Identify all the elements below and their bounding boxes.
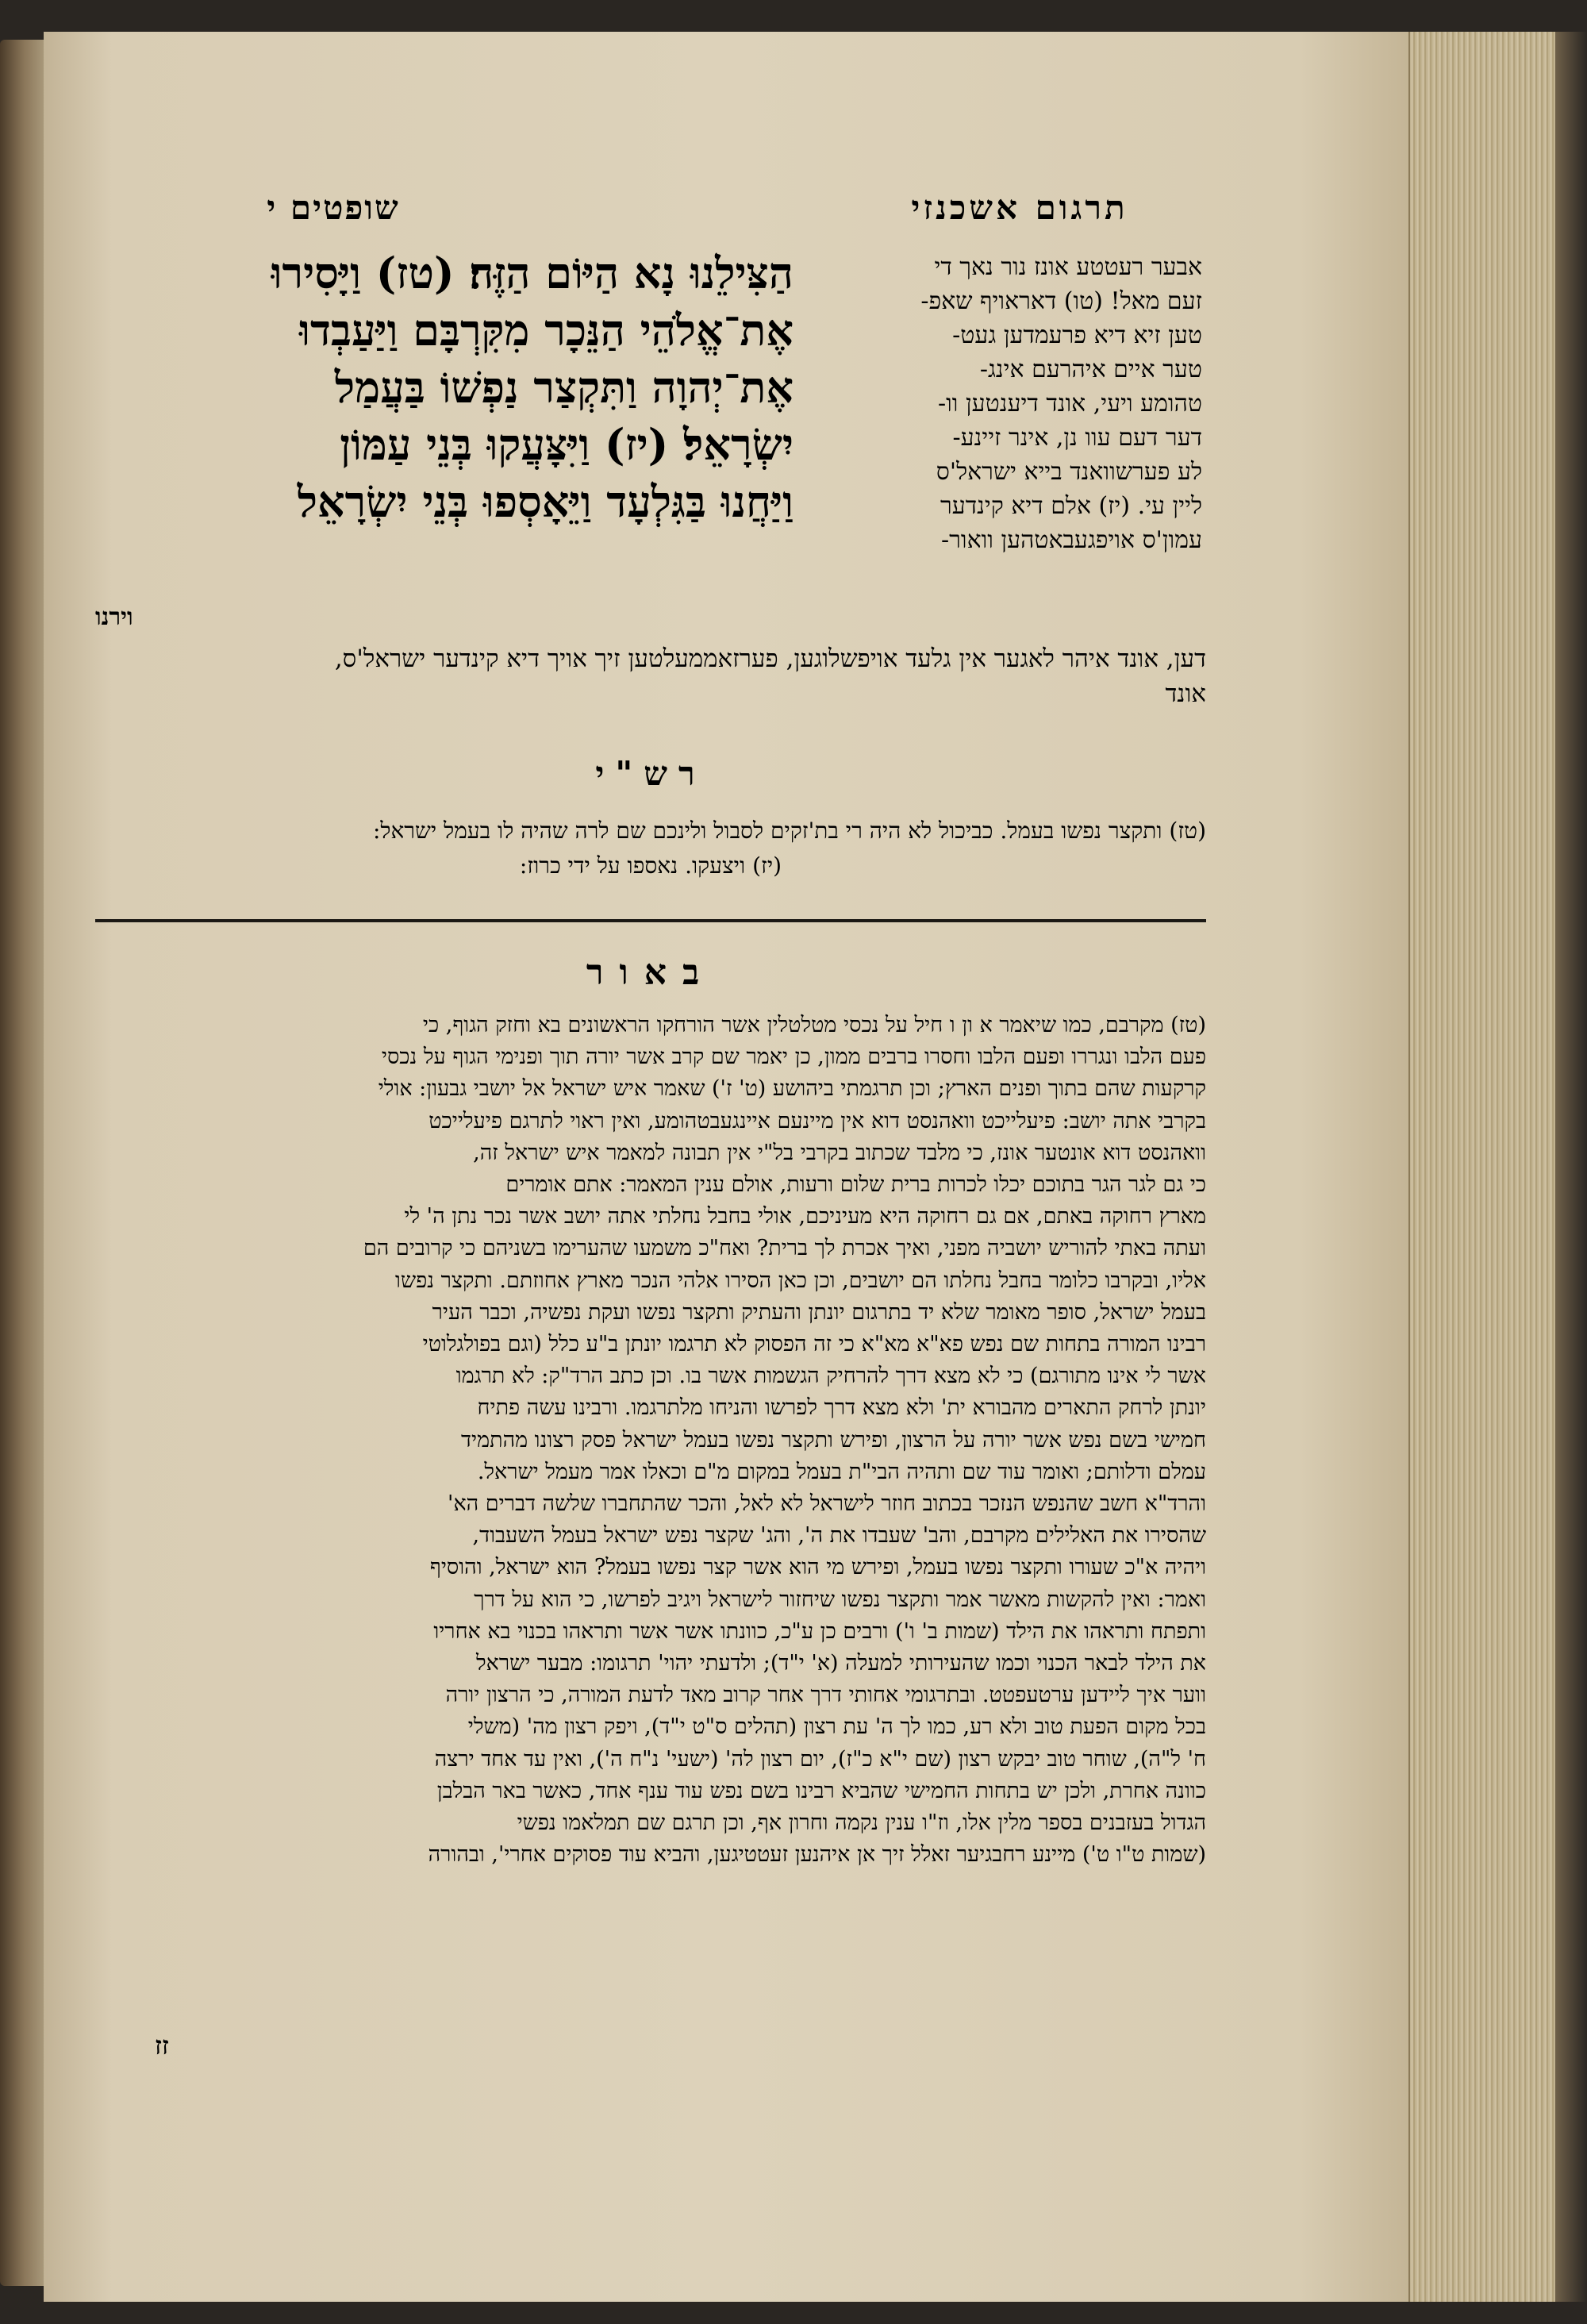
biur-commentary bbox=[95, 1010, 1206, 1871]
biur-line: (טז) מקרבם, כמו שיאמר א ון ו חיל על נכסי מטלטלין אשר הורחקו הראשונים בא וחזק הגוף, כי bbox=[422, 1013, 1206, 1037]
biur-line: פעם הלבו ונגררו ופעם הלבו וחסרו ברבים ממון, כן יאמר שם קרב אשר יורה תוך ופנימי הגוף על נכסי bbox=[381, 1045, 1206, 1070]
page-stack-edge bbox=[1408, 32, 1573, 2302]
rashi-line: (טז) ותקצר נפשו בעמל. כביכול לא היה רי בת'זקים לסבול ולינכם שם לרה שהיה לו בעמל ישראל: bbox=[372, 818, 1206, 844]
continuation-line: דען, אונד איהר לאגער אין גלעד אויפשלוגען, פערזאממעלטען זיך אויך דיא קינדער ישראל'ס, bbox=[334, 644, 1206, 673]
section-divider bbox=[95, 919, 1206, 922]
biur-line: ועתה באתי להוריש יושביה מפני, ואיך אכרת לך ברית? ואח"כ משמעו שהערימו בשניהם כי קרובים הם bbox=[363, 1236, 1206, 1261]
biur-line: חמישי בשם נפש אשר יורה על הרצון, ופירש ותקצר נפשו בעמל ישראל פסק רצונו מהתמיד bbox=[461, 1427, 1206, 1452]
targum-line: טער איים איהרעם אינג- bbox=[979, 356, 1202, 383]
rashi-commentary bbox=[95, 814, 1206, 883]
biur-line: יונתן לרחק התארים מהבורא ית' ולא מצא דרך לפרשו והניחו מלתרגמו. ורבינו עשה פתיח bbox=[477, 1395, 1206, 1421]
verse-column bbox=[95, 244, 794, 530]
biur-line: ח' ל"ה), שוחר טוב יבקש רצון (שם י"א כ"ז), יום רצון לה' (ישעי' נ"ח ה'), ואין עד אחד ירצה bbox=[434, 1746, 1206, 1772]
targum-line: זעם מאל! (טו) דאראויף שאפ- bbox=[920, 287, 1202, 315]
verse-line: אֶת־אֱלֹהֵי הַנֵּכָר מִקִּרְבָּם וַיַּעַבְדוּ bbox=[299, 305, 794, 356]
biur-line: בכל מקום הפעת טוב ולא רע, כמו לך ה' עת רצון (תהלים ס"ט י"ד), ויפק רצון מה' (משלי bbox=[467, 1714, 1206, 1740]
rashi-title: רש"י bbox=[595, 754, 706, 793]
biur-line: אליו, ובקרבו כלומר בחבל נחלתו הם יושבים, וכן כאן הסירו אלהי הנכר מארץ אחוזתם. ותקצר נפשו bbox=[395, 1268, 1206, 1293]
targum-line: דער דעם עוו נן, אינר זיינע- bbox=[952, 424, 1202, 452]
targum-line: לע פערשוואנד בייא ישראל'ס bbox=[936, 458, 1202, 486]
biur-line: עמלם ודלותם; ואומר עוד שם ותהיה הבי"ת בעמל במקום מ"ם וכאלו אמר מעמל ישראל. bbox=[477, 1459, 1206, 1484]
book-shadow bbox=[1555, 32, 1587, 2302]
biur-line: בקרבי אתה יושב: פיעלייכט וואהנסט דוא אין מיינעם איינגעבטהומע, ואין ראוי לתרגם פיעלייכט bbox=[428, 1108, 1206, 1133]
targum-line: עמון'ס אויפגעבאטהען וואור- bbox=[941, 526, 1202, 554]
continuation-line: אונד bbox=[1165, 679, 1206, 708]
targum-line: ליין עי. (יז) אלם דיא קינדער bbox=[940, 492, 1202, 520]
biur-line: ואמר: ואין להקשות מאשר אמר ותקצר נפשו שיחזור לישראל ויגיב לפרשו, כי הוא על דרך bbox=[474, 1587, 1206, 1612]
biur-line: שהסירו את האלילים מקרבם, והב' שעבדו את ה', והג' שקצר נפש ישראל בעמל השעבוד, bbox=[472, 1523, 1206, 1549]
verse-header-title: שופטים י bbox=[267, 188, 400, 227]
biur-line: ווער איך ליידען ערטעפטט. ובתרגומי אחותי דרך אחר קרוב מאד לדעת המורה, כי הרצון יורה bbox=[445, 1683, 1206, 1708]
biur-line: ויהיה א"כ שעורו ותקצר נפשו בעמל, ופירש מי הוא אשר קצר נפשו בעמל? הוא ישראל, והוסיף bbox=[429, 1555, 1206, 1580]
biur-line: מארץ רחוקה באתם, אם גם רחוקה היא מעיניכם, אולי בחבל נחלתי אתה יושב אשר נכר נתן ה' לי bbox=[404, 1204, 1206, 1229]
biur-line: כי גם לגר הגר בתוכם יכלו לכרות ברית שלום ורעות, אולם ענין המאמר: אתם אומרים bbox=[505, 1172, 1206, 1198]
verse-line: אֶת־יְהוָה וַתִּקְצַר נַפְשׁוֹ בַּעֲמַל bbox=[334, 362, 794, 413]
biur-line: וואהנסט דוא אונטער אונז, כי מלבד שכתוב בקרבי בל"י אין תבונה למאמר איש ישראל זה, bbox=[473, 1140, 1206, 1165]
previous-page-edge bbox=[0, 40, 44, 2286]
catchword: וירנו bbox=[95, 603, 133, 631]
biur-line: רבינו המורה בתחות שם נפש פא"א מא"א כי זה הפסוק לא תרגמו יונתן ב"ע כלל (וגם בפולגלוטי bbox=[422, 1332, 1206, 1357]
targum-line: אבער רעטטע אונז נור נאך די bbox=[934, 253, 1202, 281]
targum-continuation bbox=[95, 641, 1206, 711]
rashi-line: (יז) ויצעקו. נאספו על ידי כרוז: bbox=[519, 852, 782, 879]
targum-column bbox=[801, 250, 1202, 557]
biur-line: כוונה אחרת, ולכן יש בתחות החמישי שהביא רבינו בשם נפש עוד ענף אחד, כאשר באר הבלבן bbox=[436, 1778, 1206, 1803]
verse-line: וַיַּחֲנוּ בַּגִּלְעָד וַיֵּאָסְפוּ בְּנֵי יִשְׂרָאֵל bbox=[297, 476, 794, 527]
biur-line: (שמות ט"ו ט') מיינע רחבגיער זאלל זיך אן איהנען זעטטיגען, והביא עוד פסוקים אחרי', ובהורה bbox=[428, 1842, 1206, 1868]
biur-line: ותפתח ותראהו את הילד (שמות ב' ו') ורבים כן ע"כ, כוונתו אשר אשר ותראהו בכנוי בא אחריו bbox=[433, 1618, 1206, 1644]
biur-line: קרקעות שהם בתוך ופנים הארץ; וכן תרגמתי ביהושע (ט' ז') שאמר איש ישראל אל יושבי גבעון: אולי bbox=[378, 1076, 1206, 1102]
verse-line: יִשְׂרָאֵל׃ (יז) וַיִּצָּעֲקוּ בְּנֵי עַמּוֹן bbox=[340, 419, 794, 470]
biur-line: הגדול בעזבנים בספר מלין אלו, וז"ו ענין נקמה וחרון אף, וכן תרגם שם תמלאמו נפשי bbox=[517, 1810, 1206, 1836]
biur-line: והרד"א חשב שהנפש הנזכר בכתוב חוזר לישראל לא לאל, והכר שהתחברו שלשה דברים הא' bbox=[448, 1491, 1206, 1517]
targum-line: טען זיא דיא פרעמדען געט- bbox=[952, 321, 1202, 349]
biur-line: אשר לי אינו מתורגם) כי לא מצא דרך להרחיק הגשמות אשר בו. וכן כתב הרד"ק: לא תרגמו bbox=[455, 1364, 1206, 1389]
biur-line: את הילד לבאר הכנוי וכמו שהעירותי למעלה (א' י"ד); ולדעתי יהוי' תרגומו: מבער ישראל bbox=[476, 1651, 1206, 1676]
biur-line: בעמל ישראל, סופר מאומר שלא יד בתרגום יונתן והעתיק ותקצר נפשו ועקת נפשיה, וכבר העיר bbox=[432, 1299, 1206, 1325]
verse-line: הַצִּילֵנוּ נָא הַיּוֹם הַזֶּה׃ (טז) וַיָּסִירוּ bbox=[271, 248, 794, 298]
targum-header-title: תרגום אשכנזי bbox=[911, 188, 1128, 227]
page-number: זז bbox=[155, 2030, 169, 2060]
targum-line: טהומע ויעי, אונד דיענטען וו- bbox=[937, 390, 1202, 417]
biur-title: באור bbox=[586, 952, 716, 993]
